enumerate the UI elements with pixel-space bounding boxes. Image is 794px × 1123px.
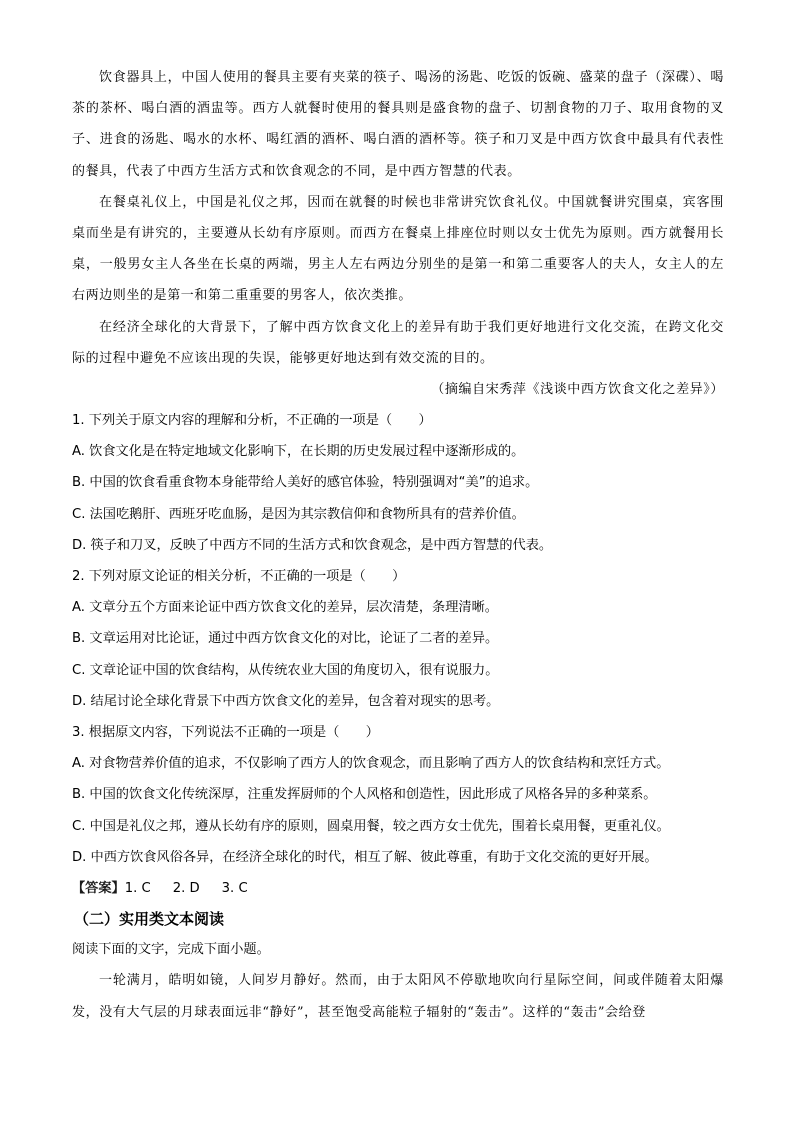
passage-source: （摘编自宋秀萍《浅谈中西方饮食文化之差异》） xyxy=(431,382,724,398)
option-c: C. 中国是礼仪之邦，遵从长幼有序的原则，圆桌用餐，较之西方女士优先，围着长桌用餐，更重礼仪。 xyxy=(72,818,670,834)
document-page xyxy=(72,62,724,1028)
answer-item-2: 2. D xyxy=(172,881,200,897)
question-1 xyxy=(72,405,724,561)
question-stem: 1. 下列关于原文内容的理解和分析，不正确的一项是（ ） xyxy=(72,413,432,429)
section-title: （二）实用类文本阅读 xyxy=(74,910,225,929)
question-stem: 2. 下列对原文论证的相关分析，不正确的一项是（ ） xyxy=(72,569,406,585)
section-instruction: 阅读下面的文字，完成下面小题。 xyxy=(72,942,270,958)
question-stem: 3. 根据原文内容，下列说法不正确的一项是（ ） xyxy=(72,725,379,741)
option-b: B. 中国的饮食看重食物本身能带给人美好的感官体验，特别强调对“美”的追求。 xyxy=(72,475,539,491)
answer-line xyxy=(72,873,724,904)
option-b: B. 中国的饮食文化传统深厚，注重发挥厨师的个人风格和创造性，因此形成了风格各异的多种菜系。 xyxy=(72,787,657,803)
passage-paragraph-2: 在餐桌礼仪上，中国是礼仪之邦，因而在就餐的时候也非常讲究饮食礼仪。中国就餐讲究围桌，宾客围桌而坐是有讲究的，主要遵从长幼有序原则。而西方在餐桌上排座位时则以女士优先为原则。西方就餐用长桌，一般男女主人各坐在长桌的两端，男主人左右两边分别坐的是第一和第二重要客人的夫人，女主人的左右两边则坐的是第一和第二重重要的男客人，依次类推。 xyxy=(72,194,724,304)
option-c: C. 文章论证中国的饮食结构，从传统农业大国的角度切入，很有说服力。 xyxy=(72,662,499,678)
answer-item-1: 1. C xyxy=(124,881,151,897)
option-a: A. 文章分五个方面来论证中西方饮食文化的差异，层次清楚，条理清晰。 xyxy=(72,600,498,616)
answer-item-3: 3. C xyxy=(221,881,248,897)
passage-paragraph-1: 饮食器具上，中国人使用的餐具主要有夹菜的筷子、喝汤的汤匙、吃饭的饭碗、盛菜的盘子（深碟）、喝茶的茶杯、喝白酒的酒盅等。西方人就餐时使用的餐具则是盛食物的盘子、切割食物的刀子、取用食物的叉子、进食的汤匙、喝水的水杯、喝红酒的酒杯、喝白酒的酒杯等。筷子和刀叉是中西方饮食中最具有代表性的餐具，代表了中西方生活方式和饮食观念的不同，是中西方智慧的代表。 xyxy=(72,70,724,179)
option-a: A. 对食物营养价值的追求，不仅影响了西方人的饮食观念，而且影响了西方人的饮食结构和烹饪方式。 xyxy=(72,756,670,772)
option-d: D. 筷子和刀叉，反映了中西方不同的生活方式和饮食观念，是中西方智慧的代表。 xyxy=(72,537,553,553)
question-2 xyxy=(72,561,724,717)
option-b: B. 文章运用对比论证，通过中西方饮食文化的对比，论证了二者的差异。 xyxy=(72,631,499,647)
passage-paragraph-3: 在经济全球化的大背景下，了解中西方饮食文化上的差异有助于我们更好地进行文化交流，在跨文化交际的过程中避免不应该出现的失误，能够更好地达到有效交流的目的。 xyxy=(72,319,724,366)
option-d: D. 结尾讨论全球化背景下中西方饮食文化的差异，包含着对现实的思考。 xyxy=(72,693,500,709)
option-a: A. 饮食文化是在特定地域文化影响下，在长期的历史发展过程中逐渐形成的。 xyxy=(72,444,525,460)
option-c: C. 法国吃鹅肝、西班牙吃血肠，是因为其宗教信仰和食物所具有的营养价值。 xyxy=(72,506,525,522)
question-3 xyxy=(72,717,724,873)
option-d: D. 中西方饮食风俗各异，在经济全球化的时代，相互了解、彼此尊重，有助于文化交流的更好开展。 xyxy=(72,849,658,865)
section-paragraph: 一轮满月，皓明如镜，人间岁月静好。然而，由于太阳风不停歇地吹向行星际空间，间或伴随着太阳爆发，没有大气层的月球表面远非“静好”，甚至饱受高能粒子辐射的“轰击”。这样的“轰击”会给登 xyxy=(72,973,724,1020)
answer-label: 【答案】 xyxy=(72,881,125,897)
